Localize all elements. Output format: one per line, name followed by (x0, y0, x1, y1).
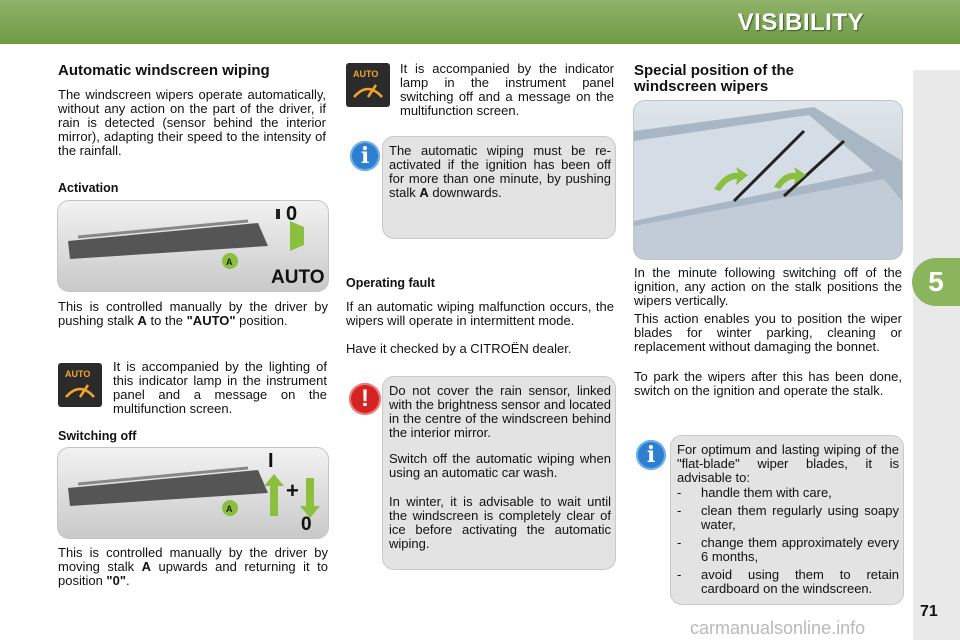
plus-label: + (286, 478, 299, 503)
stalk-a-label: A (226, 257, 233, 267)
chapter-tab[interactable]: 5 (912, 258, 960, 306)
info-note-wiper-care (670, 435, 904, 605)
warning-note (382, 376, 616, 570)
warning-para-1: Do not cover the rain sensor, linked with the brightness sensor and located in the centre of the windscreen behind the interior mirror. (389, 383, 611, 440)
page-number: 71 (920, 603, 938, 620)
auto-wiper-lamp-icon-2 (346, 63, 390, 107)
position-one-label: I (268, 450, 274, 472)
special-para-3: To park the wipers after this has been done, switch on the ignition and operate the stalk. (634, 369, 902, 398)
warning-icon: ! (349, 383, 381, 415)
svg-text:A: A (226, 504, 233, 514)
wiper-care-list (677, 486, 899, 596)
windscreen-image (633, 100, 903, 260)
fault-text-2: Have it checked by a CITROËN dealer. (346, 341, 572, 356)
svg-text:AUTO: AUTO (353, 69, 379, 79)
chapter-sidebar (913, 70, 960, 640)
fault-text-1: If an automatic wiping malfunction occurs, the wipers will operate in intermittent mode. (346, 299, 614, 328)
activation-heading: Activation (58, 181, 119, 195)
switching-off-heading: Switching off (58, 429, 137, 443)
col1-lamp-text: It is accompanied by the lighting of this indicator lamp in the instrument panel and a message on the multifunction screen. (113, 359, 327, 416)
info-icon: i (350, 141, 380, 171)
warning-para-3: In winter, it is advisable to wait until the windscreen is completely clear of ice before activating the automatic wiping. (389, 494, 611, 551)
activation-text: This is controlled manually by the driver by pushing stalk A to the "AUTO" position. (58, 299, 328, 328)
position-zero-label-off: 0 (301, 514, 312, 535)
stalk-auto-image (57, 200, 329, 292)
position-auto-label: AUTO (271, 267, 325, 288)
info-note-text: The automatic wiping must be re-activated if the ignition has been off for more than one minute, by pushing stalk A downwards. (389, 143, 611, 200)
intro-paragraph: The windscreen wipers operate automatically, without any action on the part of the driver, if rain is detected (sensor behind the interior mirror), adapting their speed to the intensity of the rainfall. (58, 87, 326, 158)
warning-para-2: Switch off the automatic wiping when using an automatic car wash. (389, 451, 611, 480)
info-note-reactivate (382, 136, 616, 239)
watermark-text: carmanualsonline.info (690, 618, 866, 638)
special-para-1: In the minute following switching off of the ignition, any action on the stalk positions the wipers vertically. (634, 265, 902, 308)
info-icon-2: i (636, 440, 666, 470)
header-bar (0, 0, 960, 44)
windscreen-illustration (634, 101, 902, 259)
page-title: VISIBILITY (737, 9, 864, 36)
svg-text:AUTO: AUTO (65, 369, 91, 379)
list-item: - clean them regularly using soapy water, (677, 503, 899, 532)
list-item: - avoid using them to retain cardboard on the windscreen. (677, 567, 899, 596)
special-para-2: This action enables you to position the wiper blades for winter parking, cleaning or replacement without damaging the bonnet. (634, 311, 902, 354)
operating-fault-heading: Operating fault (346, 276, 435, 290)
position-zero-label: 0 (286, 203, 298, 225)
section-title-special-position: Special position of the windscreen wipers (634, 62, 795, 95)
wiper-care-intro: For optimum and lasting wiping of the "flat-blade" wiper blades, it is advisable to: (677, 442, 899, 485)
switching-off-text: This is controlled manually by the driver by moving stalk A upwards and returning it to position "0". (58, 545, 328, 588)
col2-lamp-text: It is accompanied by the indicator lamp in the instrument panel switching off and a message on the multifunction screen. (400, 61, 614, 118)
list-item: - handle them with care, (677, 485, 832, 500)
list-item: - change them approximately every 6 months, (677, 535, 899, 564)
section-title-automatic-wiping: Automatic windscreen wiping (58, 62, 270, 79)
stalk-off-image (57, 447, 329, 539)
auto-wiper-lamp-icon (58, 363, 102, 407)
